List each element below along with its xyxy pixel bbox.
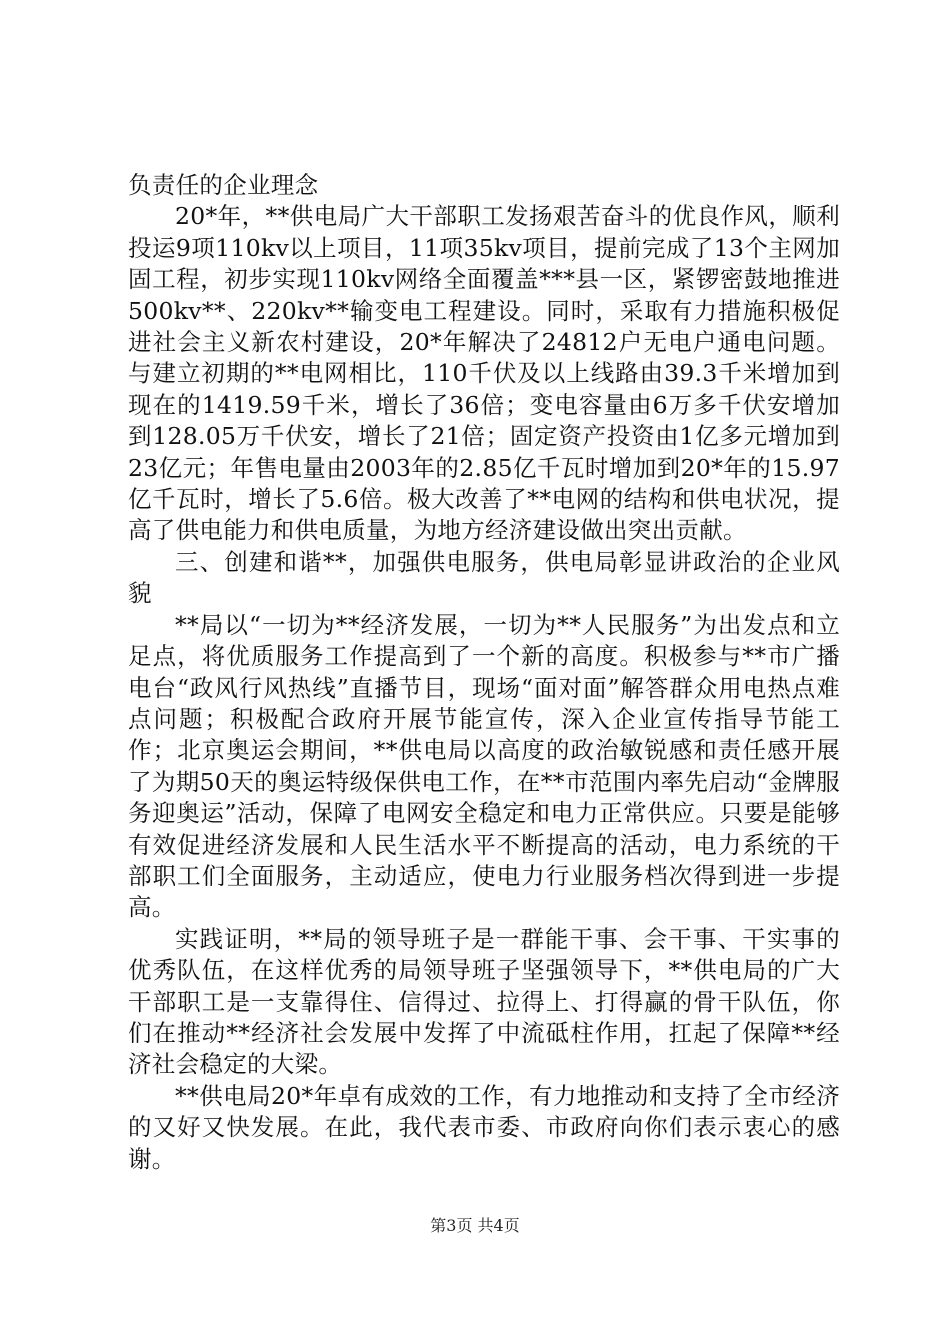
paragraph-service: **局以“一切为**经济发展，一切为**人民服务”为出发点和立足点，将优质服务工作提高到了一个新的高度。积极参与**市广播电台“政风行风热线”直播节目，现场“面对面”解答群众用电热点难点问题；积极配合政府开展节能宣传，深入企业宣传指导节能工作；北京奥运会期间，**供电局以高度的政治敏锐感和责任感开展了为期50天的奥运特级保供电工作，在**市范围内率先启动“金牌服务迎奥运”活动，保障了电网安全稳定和电力正常供应。只要是能够有效促进经济发展和人民生活水平不断提高的活动，电力系统的干部职工们全面服务，主动适应，使电力行业服务档次得到进一步提高。 (128, 610, 840, 922)
page-footer: 第3页 共4页 (430, 1216, 520, 1235)
paragraph-leadership: 实践证明，**局的领导班子是一群能干事、会干事、干实事的优秀队伍，在这样优秀的局领导班子坚强领导下，**供电局的广大干部职工是一支靠得住、信得过、拉得上、打得赢的骨干队伍，你们在推动**经济社会发展中发挥了中流砥柱作用，扛起了保障**经济社会稳定的大梁。 (128, 924, 840, 1079)
paragraph-continuation: 负责任的企业理念 (128, 171, 319, 199)
paragraph-thanks: **供电局20*年卓有成效的工作，有力地推动和支持了全市经济的又好又快发展。在此，我代表市委、市政府向你们表示衷心的感谢。 (128, 1081, 840, 1173)
section-heading-three: 三、创建和谐**，加强供电服务，供电局彰显讲政治的企业风貌 (128, 547, 840, 608)
document-body (128, 170, 840, 1175)
paragraph-grid-construction: 20*年，**供电局广大干部职工发扬艰苦奋斗的优良作风，顺利投运9项110kv以上项目，11项35kv项目，提前完成了13个主网加固工程，初步实现110kv网络全面覆盖***县一区，紧锣密鼓地推进500kv**、220kv**输变电工程建设。同时，采取有力措施积极促进社会主义新农村建设，20*年解决了24812户无电户通电问题。与建立初期的**电网相比，110千伏及以上线路由39.3千米增加到现在的1419.59千米，增长了36倍；变电容量由6万多千伏安增加到128.05万千伏安，增长了21倍；固定资产投资由1亿多元增加到23亿元；年售电量由2003年的2.85亿千瓦时增加到20*年的15.97亿千瓦时，增长了5.6倍。极大改善了**电网的结构和供电状况，提高了供电能力和供电质量，为地方经济建设做出突出贡献。 (128, 202, 840, 545)
